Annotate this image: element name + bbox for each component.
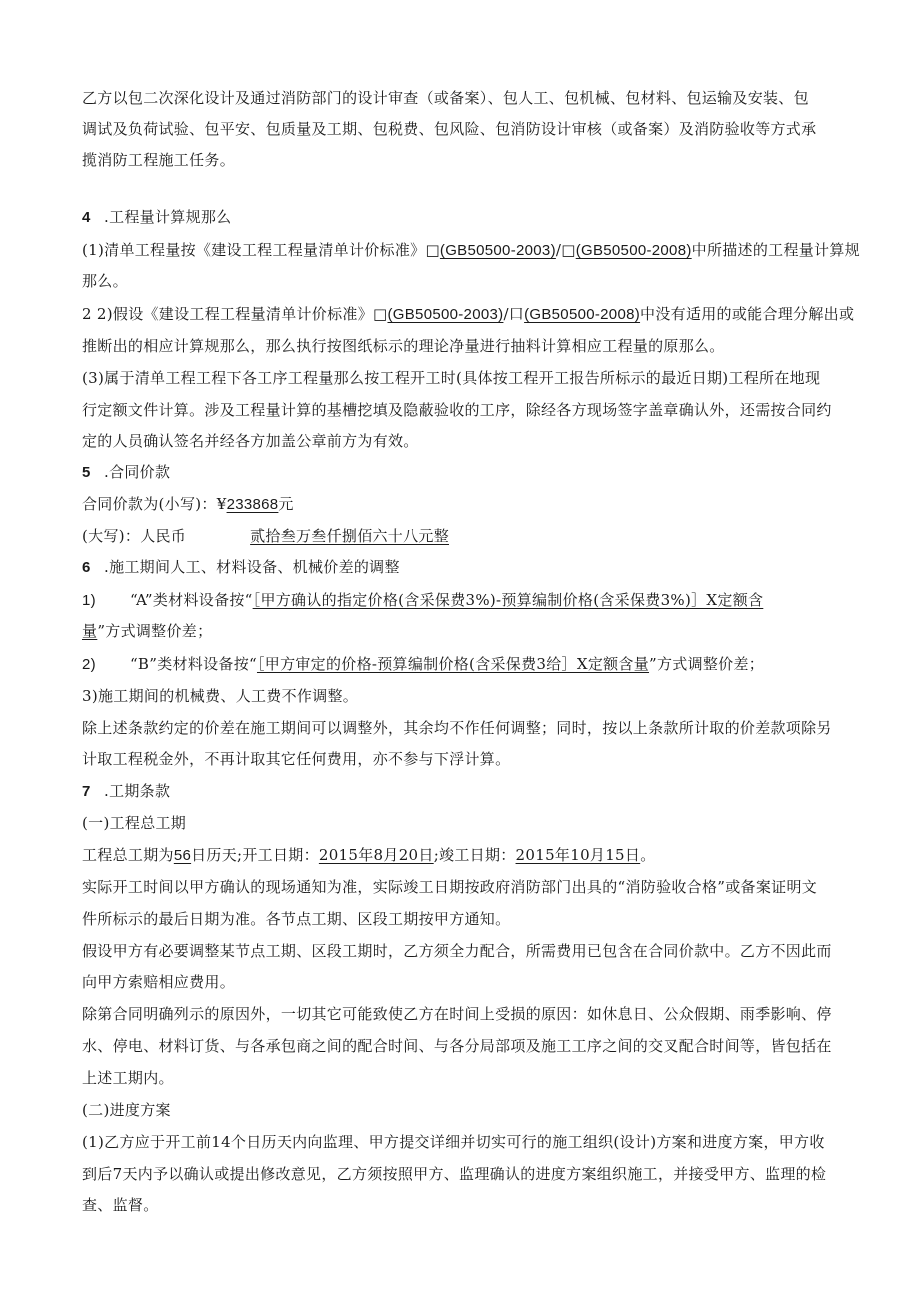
section-5-heading <box>82 462 842 483</box>
s7-para-1-line-2: 件所标示的最后日期为准。各节点工期、区段工期按甲方通知。 <box>82 910 511 928</box>
price-formula-b: ［甲方审定的价格-预算编制价格(含采保费3给］X定额含量 <box>256 655 650 673</box>
s7-schedule-line-2: 到后7天内予以确认或提出修改意见，乙方须按照甲方、监理确认的进度方案组织施工，并接受甲方、监理的检 <box>82 1165 827 1183</box>
text: 2 2)假设《建设工程工程量清单计价标准》□ <box>82 305 388 323</box>
s6-item-3: 3)施工期间的机械费、人工费不作调整。 <box>82 687 359 705</box>
section-title: .合同价款 <box>104 463 171 481</box>
s7-para-2-line-1: 假设甲方有必要调整某节点工期、区段工期时，乙方须全力配合，所需费用已包含在合同价款中。乙方不因此而 <box>82 942 832 960</box>
s6-para-line-1: 除上述条款约定的价差在施工期间可以调整外，其余均不作任何调整；同时，按以上条款所计取的价差款项除另 <box>82 719 832 737</box>
standard-2008: (GB50500-2008) <box>524 306 641 323</box>
section-title: .施工期间人工、材料设备、机械价差的调整 <box>104 558 400 576</box>
standard-2008: (GB50500-2008) <box>575 242 692 259</box>
standard-2003: (GB50500-2003) <box>387 306 504 323</box>
section-6-heading <box>82 557 842 578</box>
section-number: 6 <box>82 559 91 576</box>
s7-para-3-line-1: 除第合同明确列示的原因外，一切其它可能致使乙方在时间上受损的原因：如休息日、公众假期、雨季影响、停 <box>82 1005 832 1023</box>
section-number: 5 <box>82 464 91 481</box>
text: ”方式调整价差； <box>97 622 213 640</box>
s4-clause-3-line-2: 行定额文件计算。涉及工程量计算的基槽挖填及隐蔽验收的工序，除经各方现场签字盖章确认外，还需按合同约 <box>82 401 832 419</box>
start-date: 2015年8月20日 <box>318 846 434 864</box>
text: /口 <box>503 305 525 323</box>
contract-price-words: 贰拾叁万叁仟捌佰六十八元整 <box>250 527 450 545</box>
text: “B”类材料设备按“ <box>129 655 257 673</box>
text: 。 <box>640 846 656 864</box>
text: 元 <box>278 495 294 513</box>
subsection-total-duration: (一)工程总工期 <box>82 814 187 832</box>
section-number: 7 <box>82 783 91 800</box>
text: (大写)：人民币 <box>82 527 187 545</box>
section-title: .工程量计算规那么 <box>104 208 232 226</box>
text: ”方式调整价差； <box>649 655 765 673</box>
s7-para-2-line-2: 向甲方索赔相应费用。 <box>82 973 236 991</box>
s4-clause-1-line-2: 那么。 <box>82 272 128 290</box>
text: 工程总工期为 <box>82 846 174 864</box>
intro-line-2: 调试及负荷试验、包平安、包质量及工期、包税费、包风险、包消防设计审核（或备案）及消防验收等方式承 <box>82 120 817 138</box>
section-7-heading <box>82 781 842 802</box>
s4-clause-3-line-1: (3)属于清单工程工程下各工序工程量那么按工程开工时(具体按工程开工报告所标示的最近日期)工程所在地现 <box>82 369 821 387</box>
text: 中没有适用的或能合理分解出或 <box>640 305 855 323</box>
s6-item-2 <box>82 654 842 675</box>
s7-para-3-line-3: 上述工期内。 <box>82 1069 174 1087</box>
end-date: 2015年10月15日 <box>515 846 641 864</box>
contract-price-value: 233868 <box>226 496 279 513</box>
intro-line-3: 揽消防工程施工任务。 <box>82 151 236 169</box>
s6-item-1-line-1 <box>82 590 842 611</box>
subsection-schedule: (二)进度方案 <box>82 1101 171 1119</box>
duration-days: 56 <box>173 847 192 864</box>
text: ;竣工日期： <box>433 846 516 864</box>
price-formula-a: ［甲方确认的指定价格(含采保费3%)-预算编制价格(含采保费3%)］X定额含 <box>252 591 764 609</box>
contract-price-big <box>82 526 842 546</box>
text: (1)清单工程量按《建设工程工程量清单计价标准》□ <box>82 241 440 259</box>
section-4-heading <box>82 207 842 228</box>
text: 1) <box>82 592 96 609</box>
standard-2003: (GB50500-2003) <box>439 242 556 259</box>
text: 量 <box>82 622 98 640</box>
s4-clause-2-line-2: 推断出的相应计算规那么，那么执行按图纸标示的理论净量进行抽料计算相应工程量的原那么。 <box>82 337 725 355</box>
intro-line-1: 乙方以包二次深化设计及通过消防部门的设计审查（或备案）、包人工、包机械、包材料、包运输及安装、包 <box>82 89 809 107</box>
text: /□ <box>555 241 576 259</box>
duration-line <box>82 845 842 866</box>
text: 中所描述的工程量计算规 <box>691 241 860 259</box>
section-number: 4 <box>82 209 91 226</box>
s7-para-3-line-2: 水、停电、材料订货、与各承包商之间的配合时间、与各分局部项及施工工序之间的交叉配合时间等，皆包括在 <box>82 1037 832 1055</box>
text: 2) <box>82 656 96 673</box>
s7-schedule-line-3: 查、监督。 <box>82 1196 159 1214</box>
s4-clause-3-line-3: 定的人员确认签名并经各方加盖公章前方为有效。 <box>82 432 419 450</box>
s4-clause-1-line-1 <box>82 240 860 261</box>
s6-item-1-line-2 <box>82 621 842 641</box>
s7-schedule-line-1: (1)乙方应于开工前14个日历天内向监理、甲方提交详细并切实可行的施工组织(设计)方案和进度方案，甲方收 <box>82 1133 825 1151</box>
text: 日历天;开工日期： <box>191 846 319 864</box>
s4-clause-2-line-1 <box>82 304 855 325</box>
section-title: .工期条款 <box>104 782 171 800</box>
s7-para-1-line-1: 实际开工时间以甲方确认的现场通知为准，实际竣工日期按政府消防部门出具的“消防验收合格”或备案证明文 <box>82 878 818 896</box>
contract-price-small <box>82 494 842 515</box>
text: 合同价款为(小写)：¥ <box>82 495 227 513</box>
s6-para-line-2: 计取工程税金外，不再计取其它任何费用，亦不参与下浮计算。 <box>82 750 511 768</box>
text: “A”类材料设备按“ <box>129 591 253 609</box>
